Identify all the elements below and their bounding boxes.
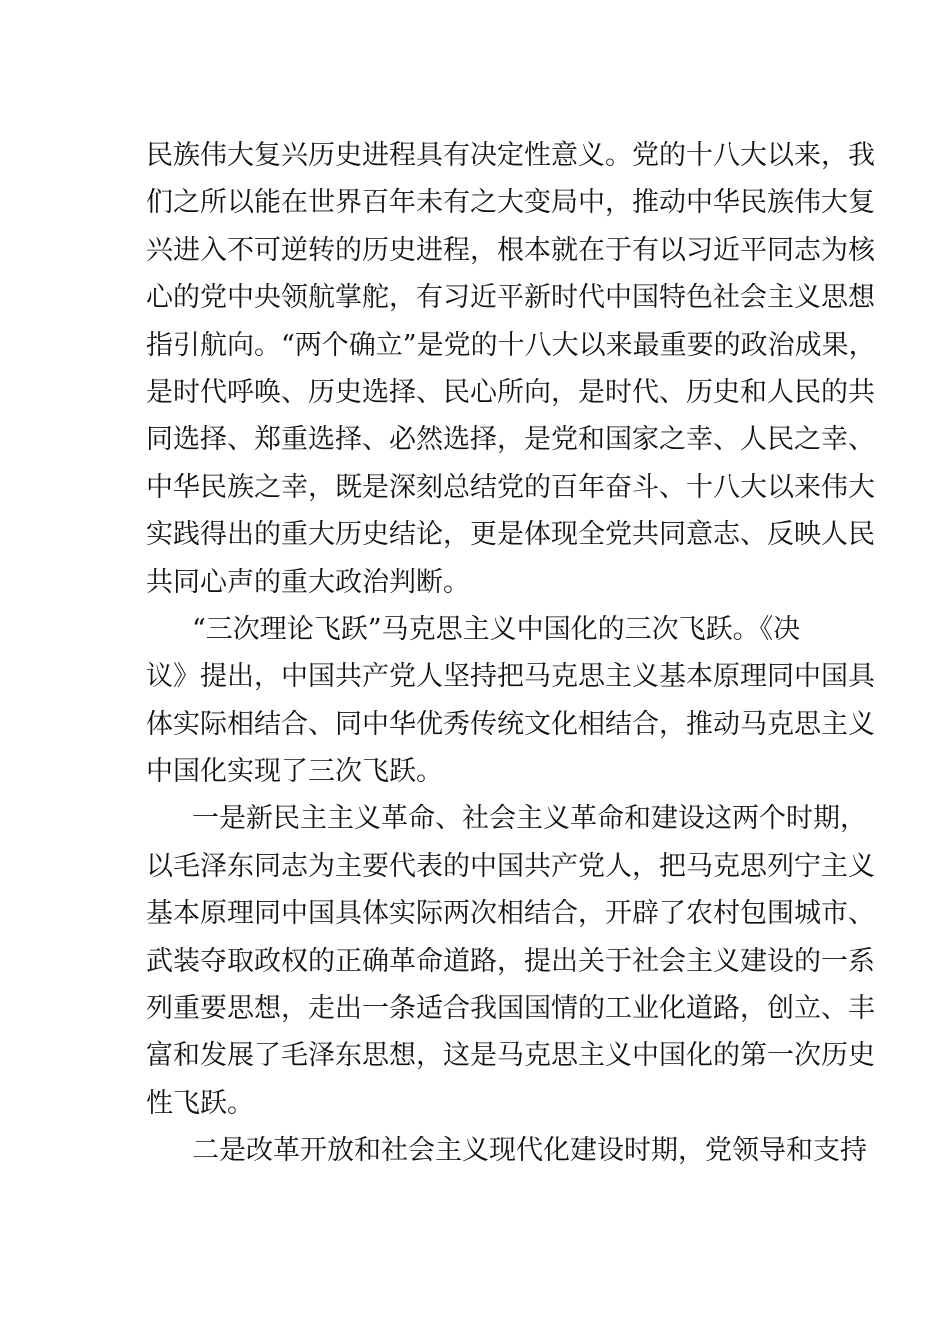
text-line: 中国化实现了三次飞跃。 [146, 756, 443, 788]
text-line: 富和发展了毛泽东思想，这是马克思主义中国化的第一次历史 [146, 1040, 875, 1072]
text-line: 民族伟大复兴历史进程具有决定性意义。党的十八大以来，我 [146, 140, 875, 171]
text-line: 同选择、郑重选择、必然选择，是党和国家之幸、人民之幸、 [146, 424, 875, 456]
text-line: 性飞跃。 [146, 1087, 254, 1119]
paragraph-first-line: 一是新民主主义革命、社会主义革命和建设这两个时期， [192, 803, 867, 835]
text-line: 心的党中央领航掌舵，有习近平新时代中国特色社会主义思想 [146, 282, 875, 314]
paragraph-first-line: “三次理论飞跃”马克思主义中国化的三次飞跃。《决 [192, 613, 801, 645]
text-line: 体实际相结合、同中华优秀传统文化相结合，推动马克思主义 [146, 708, 875, 740]
text-line: 中华民族之幸，既是深刻总结党的百年奋斗、十八大以来伟大 [146, 471, 875, 503]
text-line: 议》提出，中国共产党人坚持把马克思主义基本原理同中国具 [146, 661, 875, 693]
text-line: 以毛泽东同志为主要代表的中国共产党人，把马克思列宁主义 [146, 850, 875, 882]
text-line: 基本原理同中国具体实际两次相结合，开辟了农村包围城市、 [146, 898, 875, 930]
text-line: 是时代呼唤、历史选择、民心所向，是时代、历史和人民的共 [146, 376, 875, 408]
text-line: 列重要思想，走出一条适合我国国情的工业化道路，创立、丰 [146, 993, 875, 1025]
text-line: 武装夺取政权的正确革命道路，提出关于社会主义建设的一系 [146, 945, 875, 977]
text-line: 实践得出的重大历史结论，更是体现全党共同意志、反映人民 [146, 519, 875, 551]
paragraph-first-line: 二是改革开放和社会主义现代化建设时期，党领导和支持 [192, 1135, 867, 1167]
text-line: 们之所以能在世界百年未有之大变局中，推动中华民族伟大复 [146, 187, 875, 219]
text-line: 指引航向。“两个确立”是党的十八大以来最重要的政治成果， [146, 329, 876, 361]
text-line: 共同心声的重大政治判断。 [146, 566, 470, 598]
body-text [146, 132, 876, 1175]
text-line: 兴进入不可逆转的历史进程，根本就在于有以习近平同志为核 [146, 234, 875, 266]
